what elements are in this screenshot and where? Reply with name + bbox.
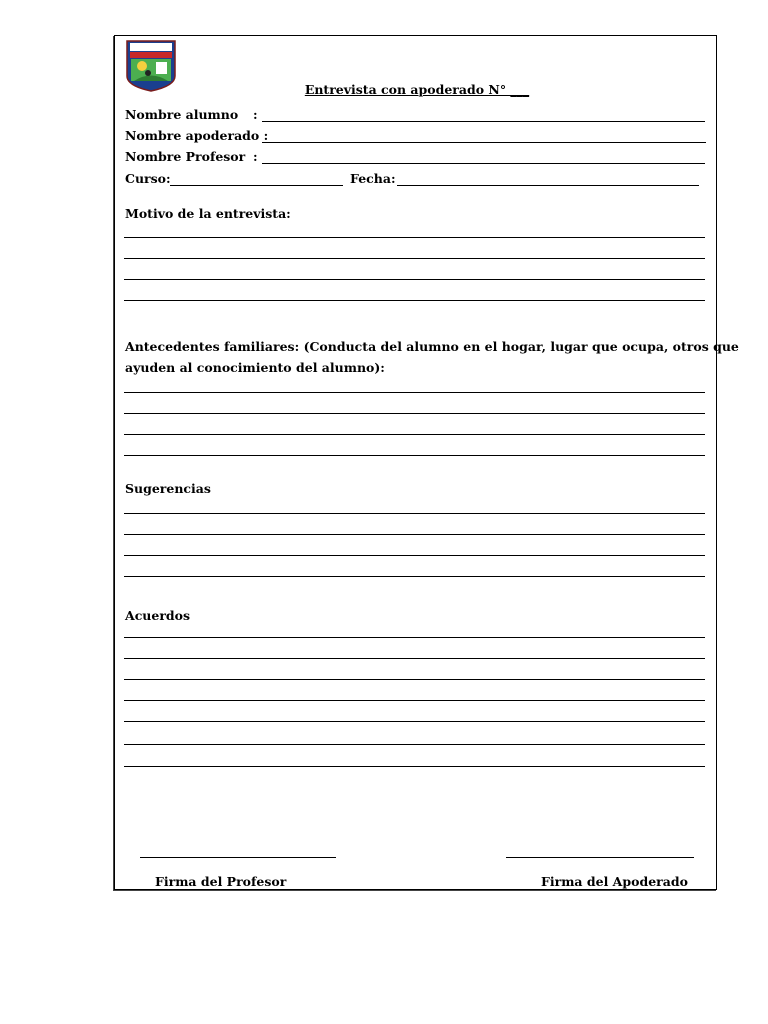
section-sugerencias: Sugerencias: [125, 481, 211, 496]
acuerdos-line[interactable]: [124, 658, 705, 659]
label-colon-alumno: :: [253, 107, 258, 122]
signature-label-profesor: Firma del Profesor: [155, 874, 287, 889]
acuerdos-line[interactable]: [124, 721, 705, 722]
label-curso: Curso:: [125, 171, 171, 186]
motivo-line[interactable]: [124, 258, 705, 259]
motivo-line[interactable]: [124, 237, 705, 238]
label-nombre-alumno: Nombre alumno: [125, 107, 239, 122]
section-motivo: Motivo de la entrevista:: [125, 206, 291, 221]
section-antecedentes-cont: ayuden al conocimiento del alumno):: [125, 360, 385, 375]
field-nombre-alumno[interactable]: [262, 121, 705, 122]
field-nombre-apoderado[interactable]: [262, 142, 706, 143]
acuerdos-line[interactable]: [124, 744, 705, 745]
label-nombre-apoderado: Nombre apoderado :: [125, 128, 269, 143]
label-colon-profesor: :: [253, 149, 258, 164]
field-curso[interactable]: [170, 185, 343, 186]
section-acuerdos: Acuerdos: [125, 608, 191, 623]
sugerencias-line[interactable]: [124, 534, 705, 535]
antecedentes-line[interactable]: [124, 434, 705, 435]
signature-line-profesor[interactable]: [140, 857, 336, 858]
sugerencias-line[interactable]: [124, 555, 705, 556]
label-nombre-profesor: Nombre Profesor: [125, 149, 246, 164]
field-fecha[interactable]: [397, 185, 699, 186]
acuerdos-line[interactable]: [124, 637, 705, 638]
motivo-line[interactable]: [124, 300, 705, 301]
antecedentes-line[interactable]: [124, 413, 705, 414]
motivo-line[interactable]: [124, 279, 705, 280]
signature-line-apoderado[interactable]: [506, 857, 694, 858]
section-antecedentes: Antecedentes familiares: (Conducta del alumno en el hogar, lugar que ocupa, otros que: [125, 339, 739, 354]
antecedentes-line[interactable]: [124, 455, 705, 456]
signature-label-apoderado: Firma del Apoderado: [541, 874, 688, 889]
antecedentes-line[interactable]: [124, 392, 705, 393]
sugerencias-line[interactable]: [124, 576, 705, 577]
acuerdos-line[interactable]: [124, 700, 705, 701]
sugerencias-line[interactable]: [124, 513, 705, 514]
label-fecha: Fecha:: [350, 171, 396, 186]
field-nombre-profesor[interactable]: [262, 163, 705, 164]
document-title: Entrevista con apoderado N° ___: [304, 82, 530, 97]
acuerdos-line[interactable]: [124, 766, 705, 767]
acuerdos-line[interactable]: [124, 679, 705, 680]
